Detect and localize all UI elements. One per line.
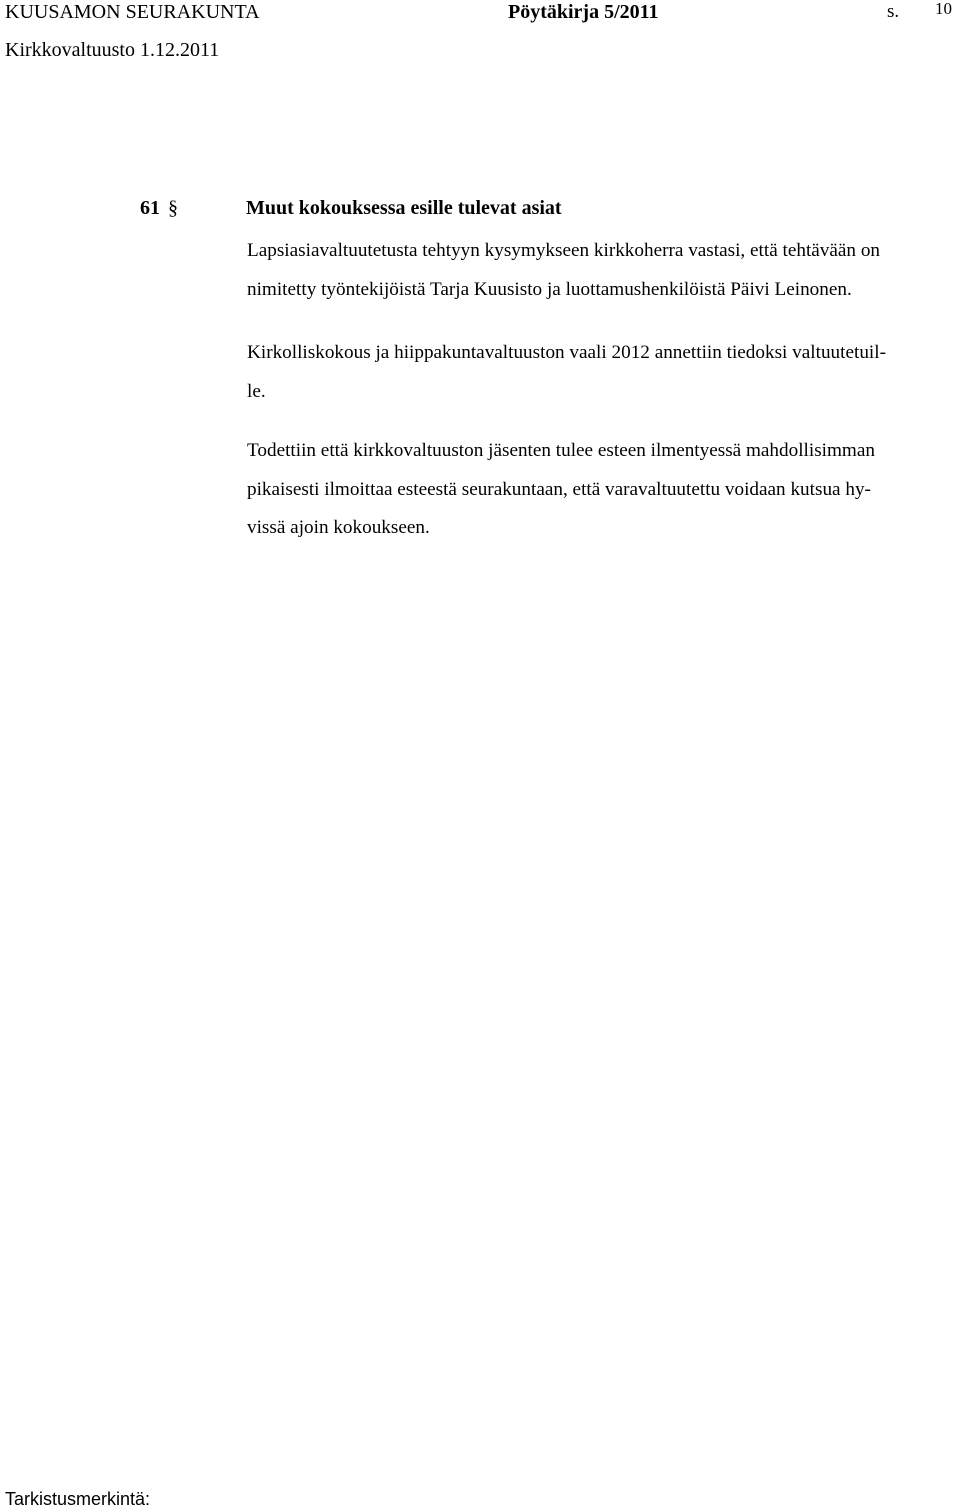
section-title: Muut kokouksessa esille tulevat asiat [246, 197, 562, 219]
section-number: 61 [140, 197, 160, 219]
section-sign: § [168, 197, 178, 219]
paragraph-line: pikaisesti ilmoittaa esteestä seurakuntaan, että varavaltuutettu voidaan kutsua hy- [247, 478, 871, 500]
page-number: 10 [935, 0, 952, 18]
paragraph-line: Todettiin että kirkkovaltuuston jäsenten tulee esteen ilmentyessä mahdollisimman [247, 440, 875, 461]
organization-name: KUUSAMON SEURAKUNTA [5, 1, 260, 23]
page-label: s. [887, 1, 900, 22]
section-heading [140, 196, 562, 220]
document-title: Pöytäkirja 5/2011 [508, 1, 659, 23]
paragraph-line: Lapsiasiavaltuutetusta tehtyyn kysymykseen kirkkoherra vastasi, että tehtävään on [247, 240, 881, 261]
paragraph-line: vissä ajoin kokoukseen. [247, 517, 430, 538]
paragraph-line: Kirkolliskokous ja hiippakuntavaltuuston vaali 2012 annettiin tiedoksi valtuutetuil- [247, 342, 886, 363]
paragraph-line: nimitetty työntekijöistä Tarja Kuusisto ja luottamushenkilöistä Päivi Leinonen. [247, 278, 852, 300]
review-mark-label: Tarkistusmerkintä: [5, 1489, 151, 1509]
meeting-info: Kirkkovaltuusto 1.12.2011 [5, 39, 220, 61]
paragraph-3 [247, 432, 947, 548]
paragraph-line: le. [247, 380, 266, 402]
paragraph-2 [247, 334, 947, 411]
paragraph-1 [247, 232, 947, 309]
